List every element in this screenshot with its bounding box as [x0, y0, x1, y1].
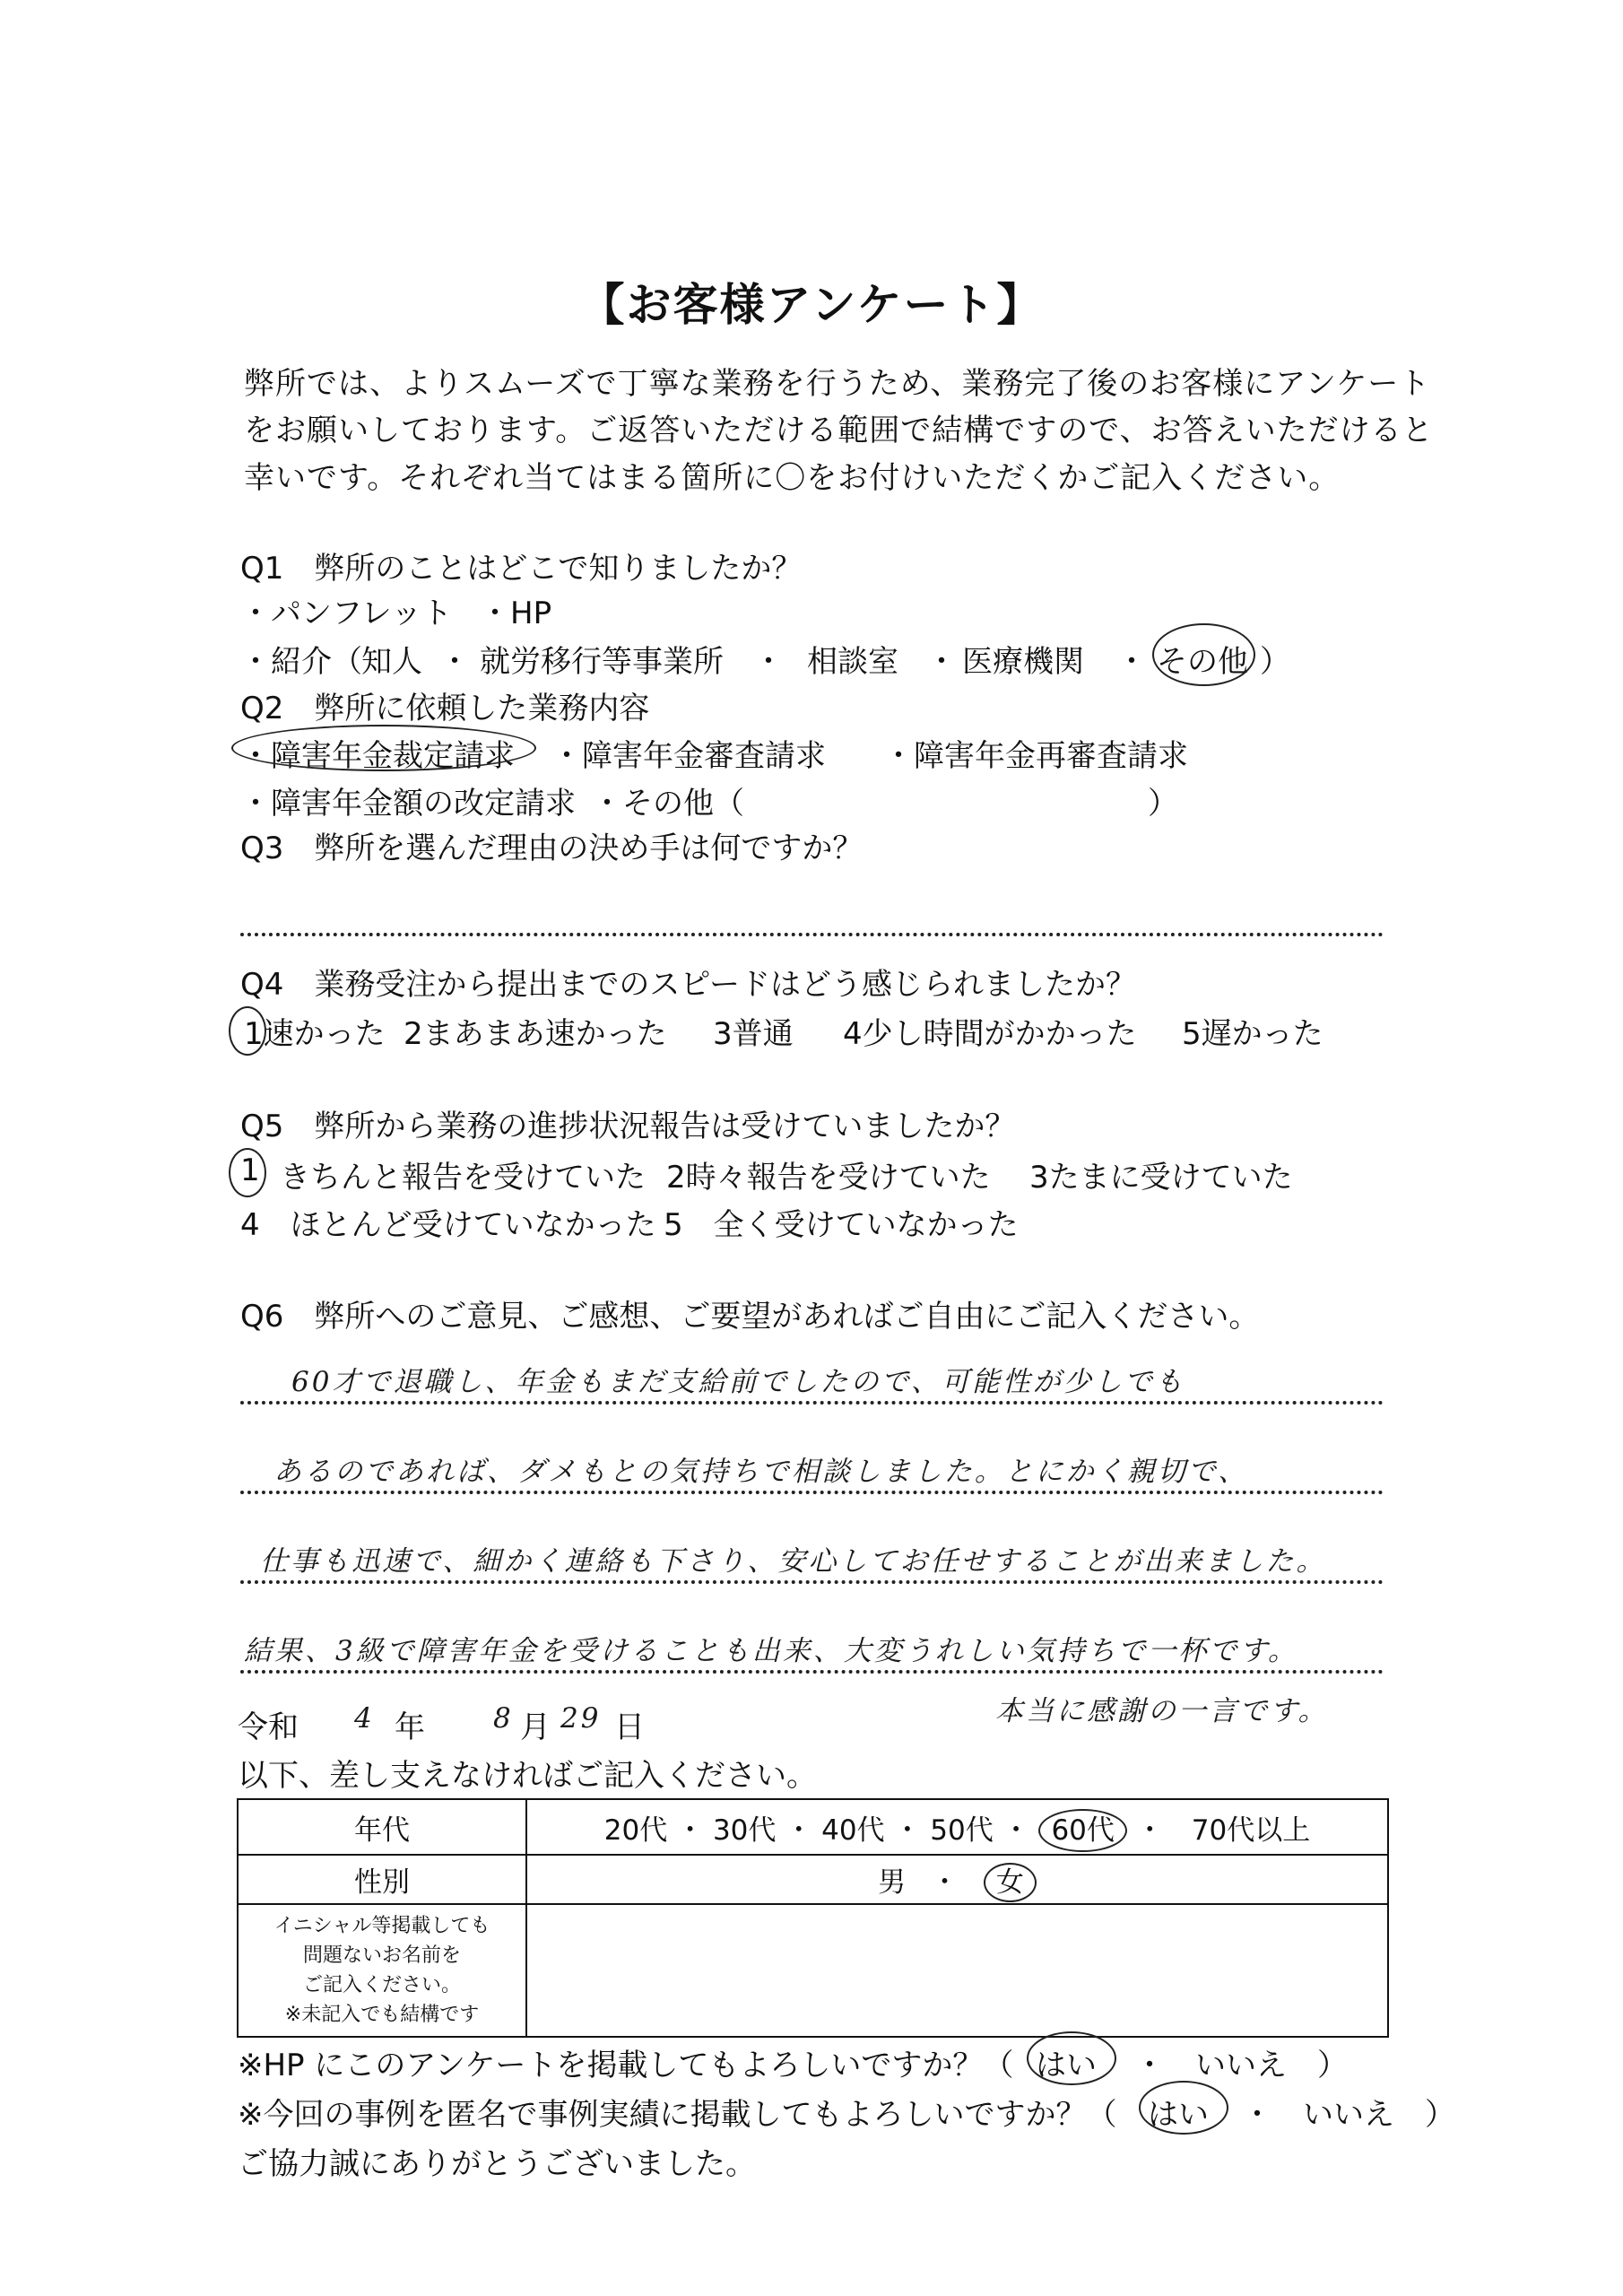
age-sep: ・ [676, 1813, 705, 1847]
selection-circle [1139, 2081, 1228, 2135]
q6-dotted-line [240, 1401, 1384, 1405]
selection-circle [1152, 623, 1255, 686]
age-label: 年代 [238, 1799, 526, 1855]
selection-circle [1027, 2031, 1116, 2085]
gender-sep: ・ [931, 1866, 959, 1899]
q1-option-employment-office[interactable]: 就労移行等事業所 [480, 644, 724, 680]
q2-option-re-review-request[interactable]: ・障害年金再審査請求 [883, 738, 1188, 774]
gender-label: 性別 [238, 1855, 526, 1904]
q6-dotted-line [240, 1580, 1384, 1584]
q1-referral-prefix: ・紹介（ [240, 644, 362, 680]
consent-case-question: ※今回の事例を匿名で事例実績に掲載してもよろしいですか？（ [238, 2097, 1117, 2133]
gender-options [526, 1855, 1388, 1904]
age-options [526, 1799, 1388, 1855]
q5-option-sometimes[interactable]: 2時々報告を受けていた [666, 1160, 991, 1196]
age-sep: ・ [785, 1813, 813, 1847]
q6-question: Q6 弊所へのご意見、ご感想、ご要望があればご自由にご記入ください。 [240, 1299, 1260, 1335]
q6-answer-line-4: 結果、3級で障害年金を受けることも出来、大変うれしい気持ちで一杯です。 [244, 1635, 1298, 1667]
q3-answer-line[interactable] [240, 933, 1384, 936]
q1-option-consultation-room[interactable]: 相談室 [807, 644, 898, 680]
q5-option-1-number: 1 [240, 1152, 260, 1188]
age-40s[interactable]: 40代 [821, 1813, 885, 1847]
q1-sep: ・ [753, 644, 784, 680]
q5-option-always[interactable]: きちんと報告を受けていた [280, 1160, 646, 1196]
q6-dotted-line [240, 1491, 1384, 1494]
q1-option-pamphlet[interactable]: ・パンフレット [240, 596, 453, 631]
q2-option-other-close: ） [1148, 786, 1178, 822]
gender-male[interactable]: 男 [878, 1866, 907, 1899]
name-label [238, 1904, 526, 2037]
age-sep: ・ [893, 1813, 922, 1847]
consent-hp-no[interactable]: ・ いいえ ） [1134, 2048, 1348, 2083]
optional-note: 以下、差し支えなければご記入ください。 [238, 1758, 817, 1794]
age-sep: ・ [1002, 1813, 1030, 1847]
q2-option-initial-claim[interactable]: ・障害年金裁定請求 [240, 738, 515, 774]
consent-hp-yes[interactable]: はい [1036, 2048, 1097, 2083]
age-20s[interactable]: 20代 [603, 1813, 668, 1847]
consent-case-no[interactable]: ・ いいえ ） [1242, 2097, 1455, 2133]
age-30s[interactable]: 30代 [712, 1813, 777, 1847]
selection-circle [229, 1148, 266, 1197]
q1-option-acquaintance[interactable]: 知人 [361, 644, 422, 680]
name-label-line: ※未記入でも結構です [284, 2004, 480, 2026]
q1-sep: ・ [926, 644, 957, 680]
q5-option-occasionally[interactable]: 3たまに受けていた [1029, 1160, 1293, 1196]
date-month[interactable]: 8 [493, 1702, 514, 1735]
date-month-label: 月 [520, 1709, 551, 1745]
age-50s[interactable]: 50代 [930, 1813, 994, 1847]
q4-option-fast[interactable]: 1速かった [244, 1016, 386, 1052]
q6-answer-line-1: 60才で退職し、年金もまだ支給前でしたので、可能性が少しでも [291, 1366, 1185, 1398]
gender-female[interactable]: 女 [984, 1863, 1037, 1902]
q4-option-normal[interactable]: 3普通 [713, 1016, 794, 1052]
q2-option-other[interactable]: ・その他（ [592, 786, 744, 822]
date-year-label: 年 [395, 1709, 425, 1745]
intro-line-2: をお願いしております。ご返答いただける範囲で結構ですので、お答えいただけると [244, 413, 1434, 448]
name-label-line: ご記入ください。 [302, 1974, 461, 1996]
q4-question: Q4 業務受注から提出までのスピードはどう感じられましたか？ [240, 967, 1137, 1003]
q5-question: Q5 弊所から業務の進捗状況報告は受けていましたか？ [240, 1109, 1016, 1144]
age-60s[interactable]: 60代 [1038, 1809, 1126, 1852]
consent-hp-question: ※HP にこのアンケートを掲載してもよろしいですか？（ [238, 2048, 1014, 2083]
q1-referral-suffix: ） [1260, 644, 1290, 680]
q6-answer-line-3: 仕事も迅速で、細かく連絡も下さり、安心してお任せすることが出来ました。 [260, 1545, 1327, 1578]
name-label-line: 問題ないお名前を [302, 1944, 461, 1967]
thanks-text: ご協力誠にありがとうございました。 [238, 2146, 756, 2182]
selection-circle [229, 1006, 266, 1056]
q2-option-revision-request[interactable]: ・障害年金額の改定請求 [240, 786, 576, 822]
q1-sep: ・ [1116, 644, 1147, 680]
demographics-table [237, 1798, 1389, 2038]
date-era: 令和 [238, 1709, 299, 1745]
date-day-label: 日 [614, 1709, 645, 1745]
name-field[interactable] [526, 1904, 1388, 2037]
q1-option-other[interactable]: その他 [1157, 644, 1248, 680]
q5-option-never[interactable]: 5 全く受けていなかった [664, 1207, 1019, 1243]
date-year[interactable]: 4 [354, 1702, 375, 1735]
intro-line-3: 幸いです。それぞれ当てはまる箇所に〇をお付けいただくかご記入ください。 [244, 460, 1341, 496]
q1-option-hp[interactable]: ・HP [480, 596, 552, 631]
q6-answer-line-2: あるのであれば、ダメもとの気持ちで相談しました。とにかく親切で、 [273, 1456, 1249, 1488]
date-day[interactable]: 29 [560, 1702, 602, 1735]
q4-option-somewhat-slow[interactable]: 4少し時間がかかった [843, 1016, 1137, 1052]
q1-option-medical[interactable]: 医療機関 [962, 644, 1084, 680]
q6-answer-line-5: 本当に感謝の一言です。 [995, 1695, 1329, 1727]
consent-case-yes[interactable]: はい [1148, 2097, 1209, 2133]
q2-question: Q2 弊所に依頼した業務内容 [240, 691, 650, 726]
q1-sep: ・ [439, 644, 470, 680]
q5-option-rarely[interactable]: 4 ほとんど受けていなかった [240, 1207, 656, 1243]
q1-question: Q1 弊所のことはどこで知りましたか？ [240, 551, 803, 587]
q3-question: Q3 弊所を選んだ理由の決め手は何ですか？ [240, 831, 864, 866]
q6-dotted-line [240, 1670, 1384, 1674]
page-title: 【お客様アンケート】 [579, 279, 1044, 331]
q4-option-fairly-fast[interactable]: 2まあまあ速かった [404, 1016, 667, 1052]
name-label-line: イニシャル等掲載しても [273, 1915, 490, 1937]
intro-line-1: 弊所では、よりスムーズで丁寧な業務を行うため、業務完了後のお客様にアンケート [244, 366, 1431, 402]
age-70s-plus[interactable]: ・ 70代以上 [1135, 1813, 1311, 1847]
q2-option-review-request[interactable]: ・障害年金審査請求 [551, 738, 826, 774]
selection-circle [231, 725, 536, 771]
q4-option-slow[interactable]: 5遅かった [1182, 1016, 1324, 1052]
